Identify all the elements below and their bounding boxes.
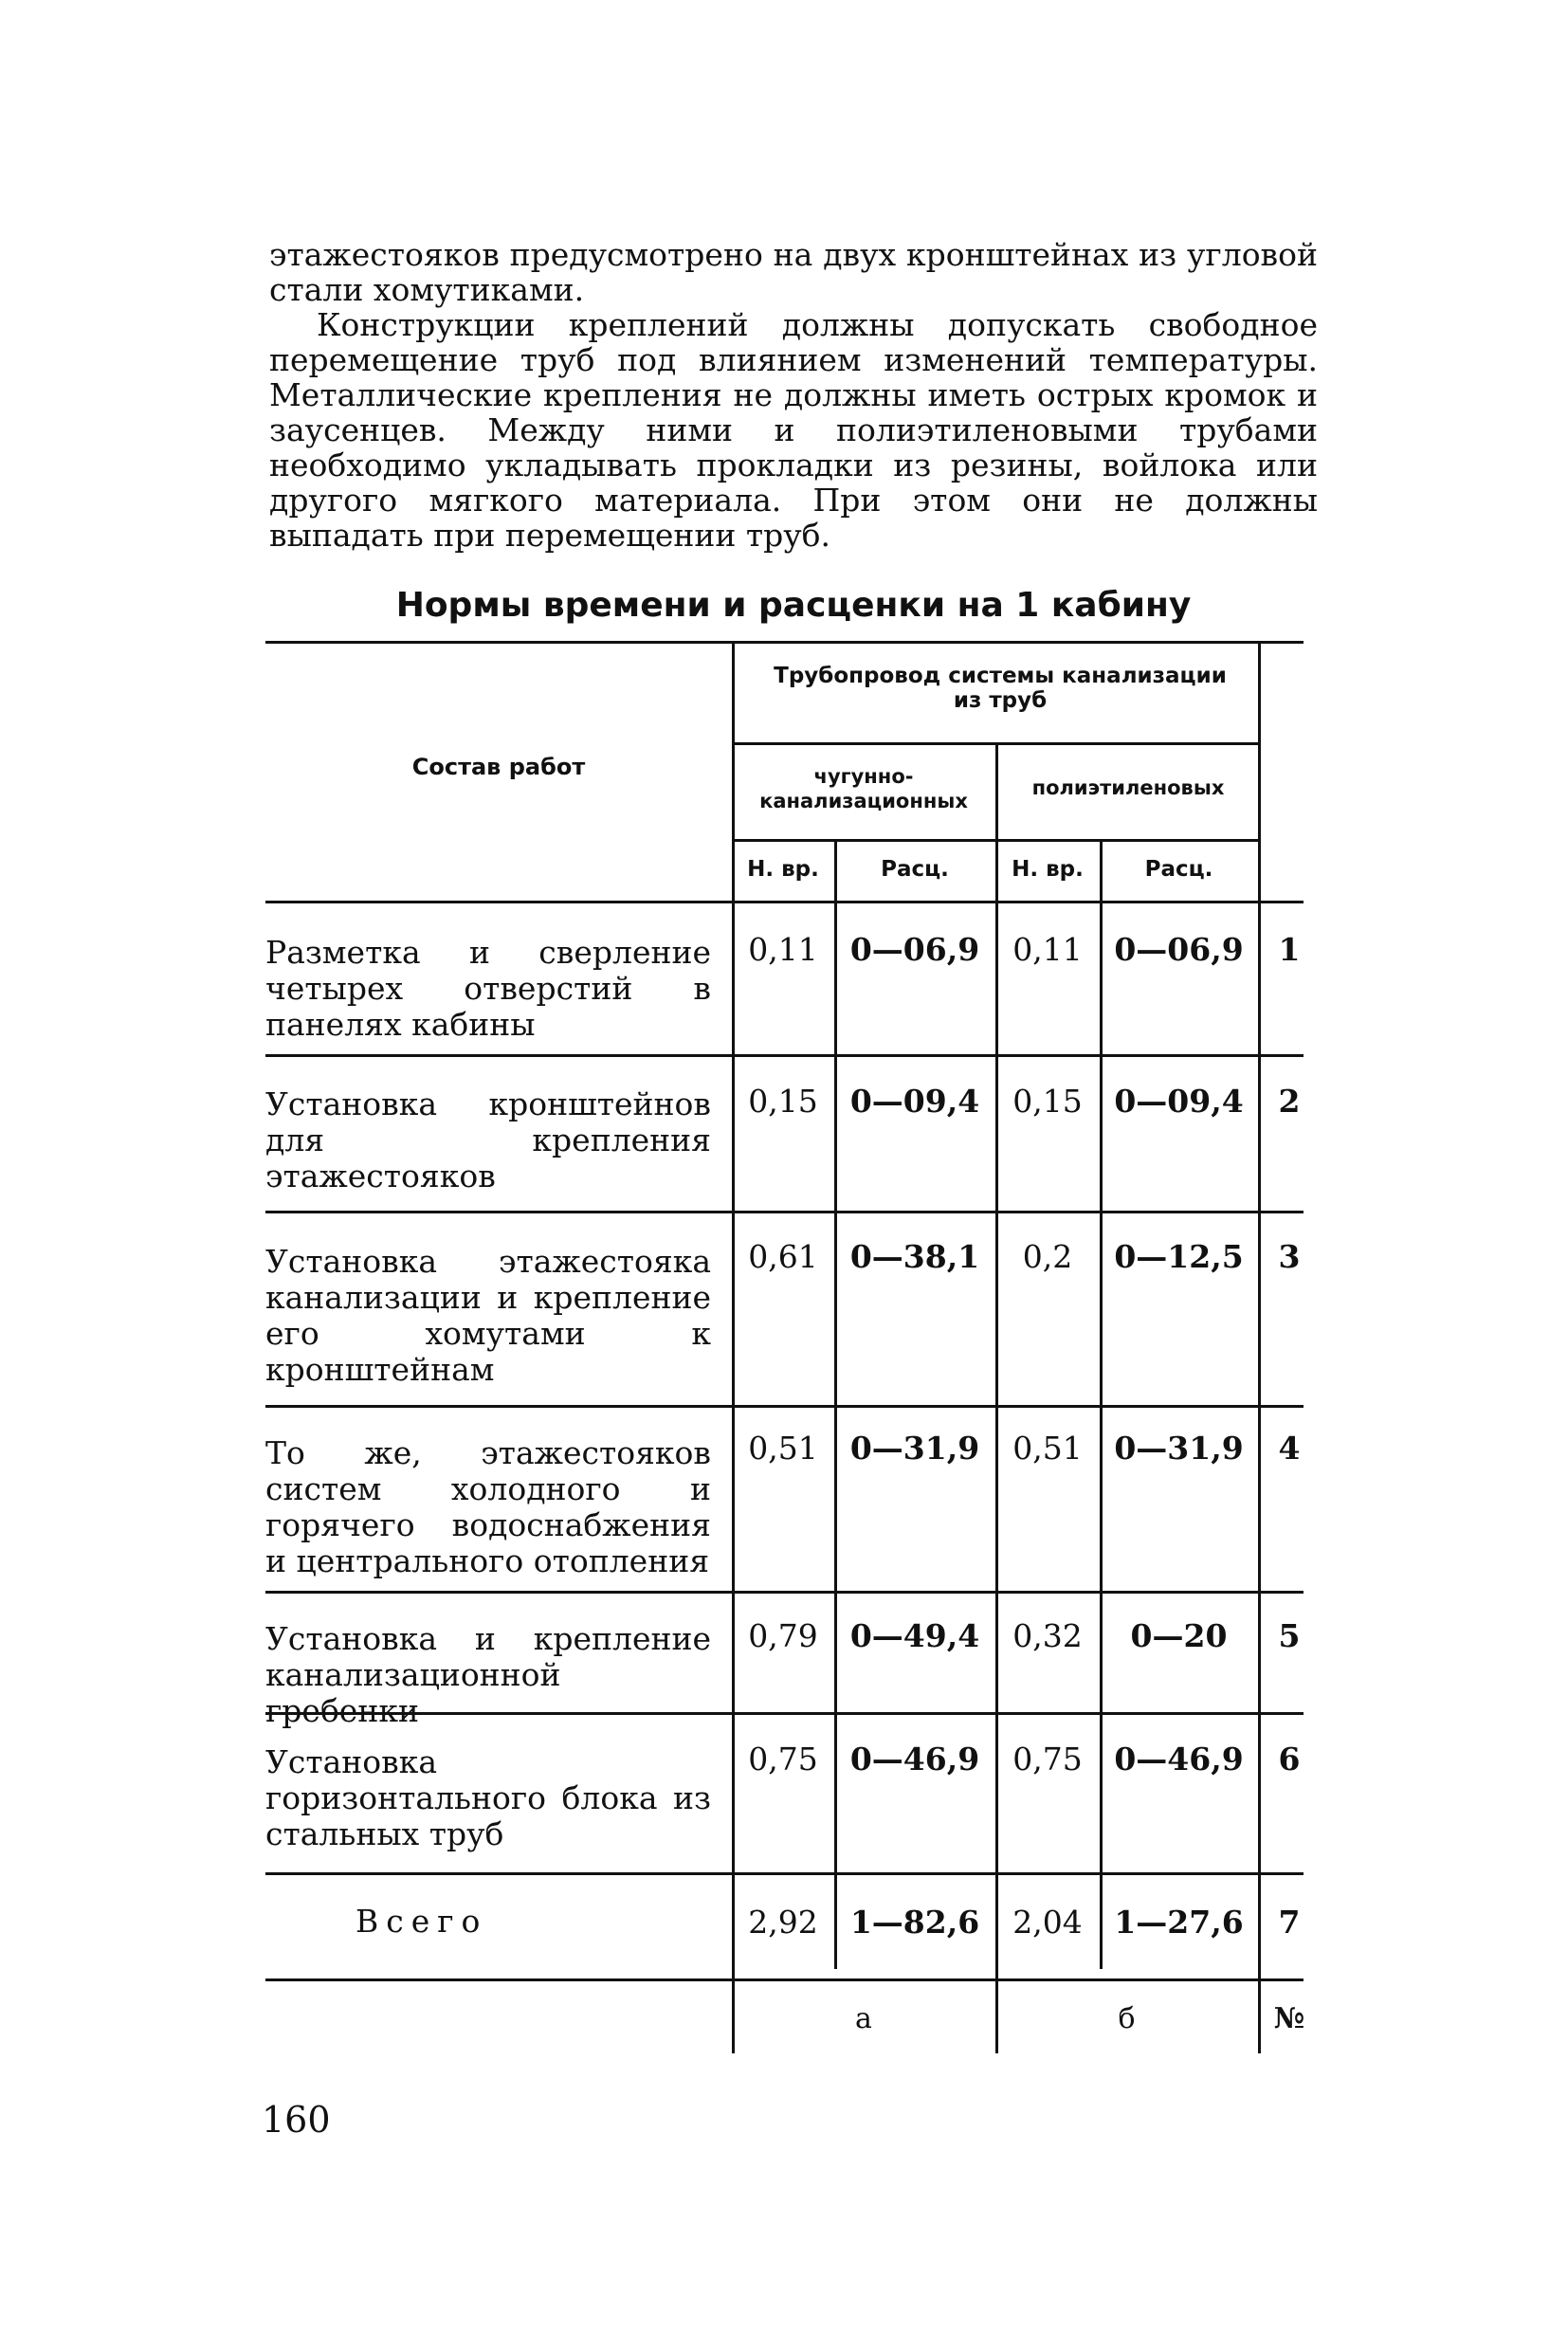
intro-text	[269, 237, 1318, 553]
b-rate: 0—31,9	[1114, 1430, 1244, 1467]
row-number: 1	[1278, 931, 1301, 968]
norms-table	[265, 641, 1308, 2063]
work-description: Установка горизонтального блока из стальных труб	[265, 1743, 711, 1852]
b-rate: 0—06,9	[1114, 931, 1244, 968]
b-time-norm: 0,15	[1012, 1083, 1083, 1120]
row-rule-6	[265, 1872, 1304, 1875]
row-number: 4	[1278, 1430, 1301, 1467]
table-bottom-rule	[265, 1978, 1304, 1981]
b-time-norm: 0,2	[1022, 1238, 1073, 1275]
header-cast-iron: чугунно-канализационных	[759, 765, 968, 812]
row-rule-2	[265, 1211, 1304, 1213]
work-description: Разметка и сверление четырех отверстий в панелях кабины	[265, 934, 711, 1043]
row-rule-4	[265, 1591, 1304, 1594]
header-work-composition: Состав работ	[411, 754, 586, 780]
col-line-a	[732, 641, 735, 2053]
intro-paragraph-1: этажестояков предусмотрено на двух кронштейнах из угловой стали хомутиками.	[269, 236, 1318, 308]
header-polyethylene: полиэтиленовых	[1031, 776, 1225, 799]
a-rate: 0—46,9	[849, 1741, 980, 1778]
total-b-rate: 1—27,6	[1114, 1904, 1244, 1941]
total-a-rate: 1—82,6	[849, 1904, 980, 1941]
row-number: 3	[1278, 1238, 1301, 1275]
column-mark-b: б	[1118, 2002, 1136, 2035]
b-time-norm: 0,32	[1012, 1617, 1083, 1654]
a-time-norm: 0,61	[748, 1238, 818, 1275]
b-time-norm: 0,51	[1012, 1430, 1083, 1467]
row-number: 2	[1278, 1083, 1301, 1120]
a-time-norm: 0,75	[748, 1741, 818, 1778]
a-time-norm: 0,11	[748, 931, 818, 968]
a-time-norm: 0,51	[748, 1430, 818, 1467]
work-description: То же, этажестояков систем холодного и горячего водоснабжения и центрального отопления	[265, 1434, 711, 1579]
column-mark-a: а	[855, 2002, 872, 2035]
row-rule-1	[265, 1054, 1304, 1057]
a-time-norm: 0,79	[748, 1617, 818, 1654]
b-rate: 0—12,5	[1114, 1238, 1244, 1275]
header-bottom-rule	[265, 901, 1304, 903]
b-rate: 0—20	[1130, 1617, 1228, 1654]
total-b-time-norm: 2,04	[1012, 1904, 1083, 1941]
b-rate: 0—09,4	[1114, 1083, 1244, 1120]
work-description: Установка этажестояка канализации и крепление его хомутами к кронштейнам	[265, 1243, 711, 1388]
b-rate: 0—46,9	[1114, 1741, 1244, 1778]
work-description: Установка и крепление канализационной гребенки	[265, 1620, 711, 1729]
row-number: 7	[1278, 1904, 1301, 1941]
total-a-time-norm: 2,92	[748, 1904, 818, 1941]
b-time-norm: 0,11	[1012, 931, 1083, 968]
header-a-time-norm: Н. вр.	[747, 857, 819, 882]
a-rate: 0—06,9	[849, 931, 980, 968]
intro-paragraph-2: Конструкции креплений должны допускать свободное перемещение труб под влиянием изменений температуры. Металлические крепления не должны иметь острых кромок и заусенцев. Между ними и полиэтиленовыми трубами необходимо укладывать прокладки из резины, войлока или другого мягкого материала. При этом они не должны выпадать при перемещении труб.	[269, 306, 1318, 554]
header-pipeline-group: Трубопровод системы канализации из труб	[774, 664, 1227, 713]
work-description: Установка кронштейнов для крепления этажестояков	[265, 1085, 711, 1194]
a-rate: 0—09,4	[849, 1083, 980, 1120]
page-number: 160	[262, 2099, 331, 2141]
total-label: Всего	[356, 1903, 488, 1940]
row-number: 6	[1278, 1741, 1301, 1778]
row-rule-3	[265, 1405, 1304, 1408]
header-b-rate: Расц.	[1144, 857, 1213, 882]
header-b-time-norm: Н. вр.	[1012, 857, 1084, 882]
b-time-norm: 0,75	[1012, 1741, 1083, 1778]
col-line-b-rasc	[1100, 839, 1103, 1969]
a-rate: 0—38,1	[849, 1238, 980, 1275]
col-line-n	[1258, 641, 1261, 2053]
a-rate: 0—49,4	[849, 1617, 980, 1654]
col-line-a-rasc	[834, 839, 837, 1969]
a-rate: 0—31,9	[849, 1430, 980, 1467]
table-title: Нормы времени и расценки на 1 кабину	[395, 586, 1192, 625]
column-mark-number: №	[1273, 2002, 1305, 2035]
a-time-norm: 0,15	[748, 1083, 818, 1120]
table-top-rule	[265, 641, 1304, 644]
row-number: 5	[1278, 1617, 1301, 1654]
header-a-rate: Расц.	[881, 857, 949, 882]
